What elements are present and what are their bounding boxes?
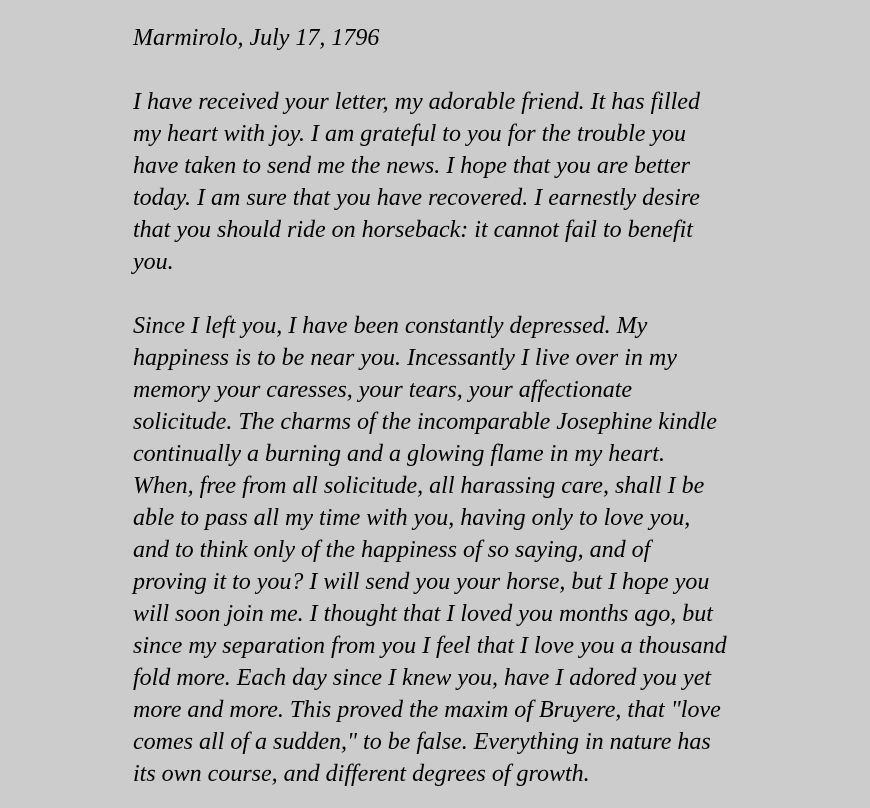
text-line: that you should ride on horseback: it cannot fail to benefit — [133, 217, 693, 243]
text-line: solicitude. The charms of the incomparable Josephine kindle — [133, 409, 717, 435]
text-line: my heart with joy. I am grateful to you for the trouble you — [133, 121, 687, 147]
text-line: you. — [133, 249, 174, 275]
text-line: today. I am sure that you have recovered. I earnestly desire — [133, 185, 700, 211]
text-line: will soon join me. I thought that I loved you months ago, but — [133, 601, 713, 627]
text-line: have taken to send me the news. I hope that you are better — [133, 153, 690, 179]
text-line: fold more. Each day since I knew you, have I adored you yet — [133, 665, 712, 691]
letter-body — [133, 22, 793, 790]
text-line: able to pass all my time with you, having only to love you, — [133, 505, 691, 531]
text-line: proving it to you? I will send you your horse, but I hope you — [133, 569, 710, 595]
text-line: and to think only of the happiness of so saying, and of — [133, 537, 651, 563]
text-line: memory your caresses, your tears, your affectionate — [133, 377, 633, 403]
text-line: happiness is to be near you. Incessantly I live over in my — [133, 345, 677, 371]
text-line: When, free from all solicitude, all harassing care, shall I be — [133, 473, 705, 499]
text-line: its own course, and different degrees of growth. — [133, 761, 590, 787]
letter-dateline: Marmirolo, July 17, 1796 — [133, 25, 380, 51]
text-line: I have received your letter, my adorable friend. It has filled — [133, 89, 700, 115]
paragraph-2 — [133, 310, 793, 790]
text-line: Since I left you, I have been constantly depressed. My — [133, 313, 648, 339]
text-line: continually a burning and a glowing flame in my heart. — [133, 441, 665, 467]
text-line: since my separation from you I feel that I love you a thousand — [133, 633, 727, 659]
paragraph-1 — [133, 86, 793, 278]
text-line: comes all of a sudden," to be false. Everything in nature has — [133, 729, 711, 755]
text-line: more and more. This proved the maxim of Bruyere, that "love — [133, 697, 721, 723]
